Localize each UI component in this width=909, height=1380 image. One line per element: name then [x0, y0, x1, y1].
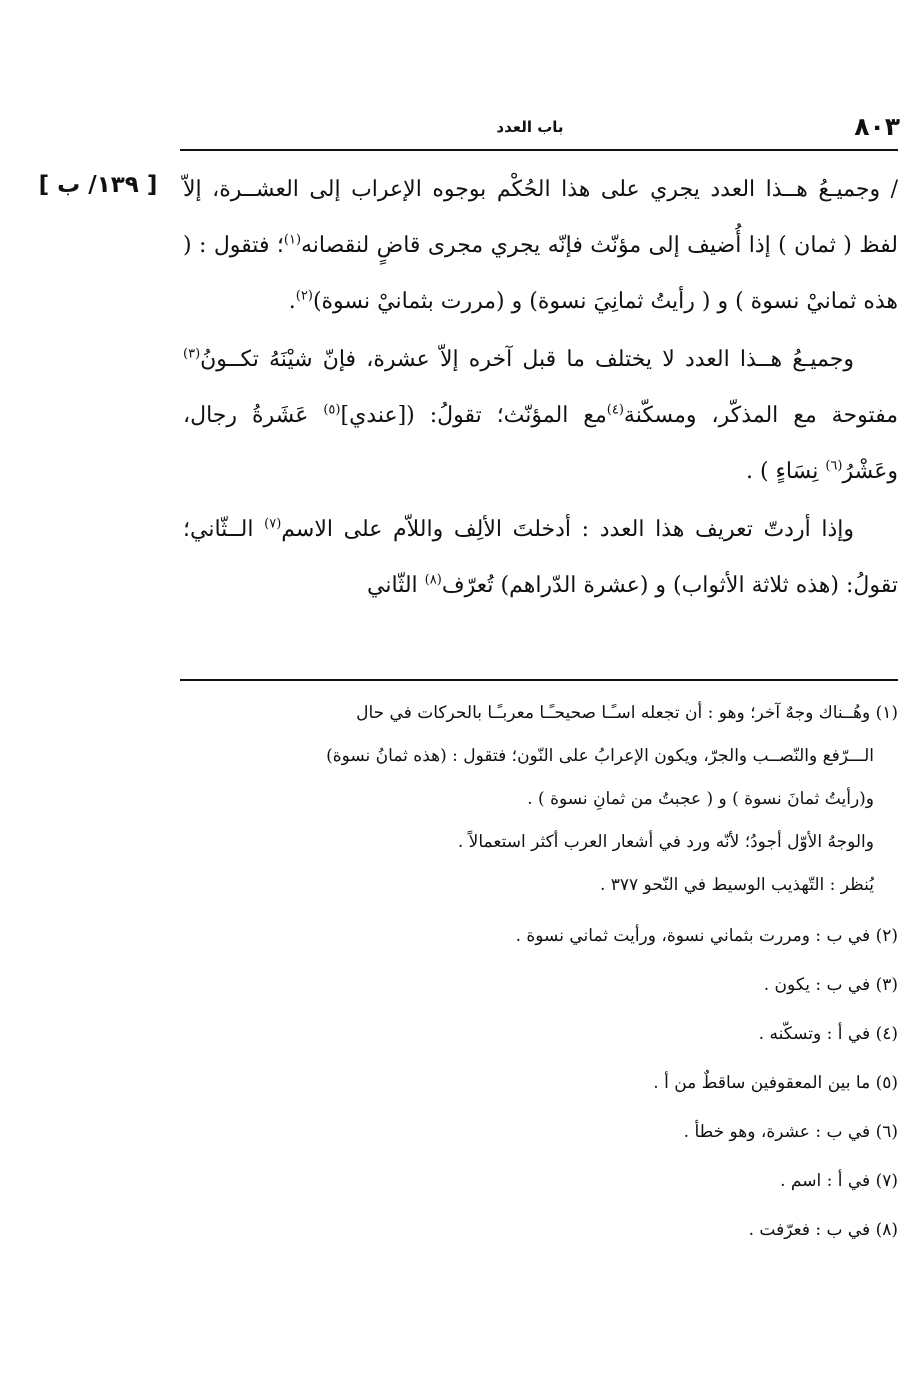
paragraph-1 [183, 162, 898, 330]
footnote-marker-7: (٧) [264, 516, 282, 532]
paragraph-1-text-b: ؛ فتقول : ( هذه ثمانيْ نسوة ) و ( رأيتُ ثمانِيَ نسوة) و (مررت بثمانيْ نسوة) [183, 233, 898, 314]
paragraph-3-text-a: وإذا أردتّ تعريف هذا العدد : أدخلتَ الألِف واللاّم على الاسم [281, 517, 854, 542]
footnote-5: (٥) ما بين المعقوفين ساقطٌ من أ . [653, 1073, 898, 1093]
footnote-marker-5: (٥) [323, 402, 341, 418]
footnote-divider [180, 679, 898, 681]
page-header [180, 112, 900, 148]
footnote-marker-8: (٨) [424, 572, 442, 588]
paragraph-2-text-e: نِسَاءٍ ) . [745, 459, 826, 484]
manuscript-folio-reference: [ ١٣٩/ ب ] [38, 172, 158, 198]
paragraph-3-text-c: الثّاني [367, 573, 425, 598]
footnotes [183, 692, 898, 1250]
paragraph-1-text-c: . [288, 289, 296, 314]
footnote-1-reference: يُنظر : التّهذيب الوسيط في النّحو ٣٧٧ . [599, 875, 874, 895]
footnote-7: (٧) في أ : اسم . [780, 1171, 898, 1191]
paragraph-2-text-b: مفتوحة مع المذكّر، ومسكّنة [623, 403, 898, 428]
footnote-marker-1: (١) [283, 232, 302, 248]
footnote-1: (١) وهُــناك وجهٌ آخر؛ وهو : أن تجعله اسـًـا صحيحـًـا معربـًـا بالحركات في حال [356, 703, 898, 723]
footnote-marker-2: (٢) [295, 288, 313, 304]
footnote-marker-4: (٤) [606, 402, 624, 418]
paragraph-2-text-a: وجميـعُ هــذا العدد لا يختلف ما قبل آخره إلاّ عشرة، فإنّ شيْنَهُ تكــونُ [200, 347, 854, 372]
footnote-1-continuation: و(رأيتُ ثمانَ نسوة ) و ( عجبتُ من ثمانِ نسوة ) . [527, 789, 874, 809]
paragraph-3-text-b: الــثّاني؛ تقولُ: (هذه ثلاثة الأثواب) و (عشرة الدّراهم) تُعرّف [183, 517, 898, 598]
paragraph-2 [183, 332, 898, 500]
footnote-1-continuation: الـــرّفع والنّصــب والجرّ، ويكون الإعرابُ على النّون؛ فتقول : (هذه ثمانُ نسوة) [326, 746, 874, 766]
paragraph-2-text-c: مع المؤنّث؛ تقولُ: ([عندي] [340, 403, 607, 428]
header-divider [180, 149, 898, 151]
footnote-3: (٣) في ب : يكون . [763, 975, 898, 995]
chapter-title: باب العدد [496, 118, 564, 136]
footnote-1-continuation: والوجهُ الأوّل أجودُ؛ لأنّه ورد في أشعار العرب أكثر استعمالاً . [457, 832, 874, 852]
paragraph-3 [183, 502, 898, 614]
footnote-marker-6: (٦) [825, 458, 843, 474]
footnote-6: (٦) في ب : عشرة، وهو خطأ . [683, 1122, 898, 1142]
paragraph-2-text-d: عَشَرةُ رجال، وعَشْرُ [183, 403, 898, 484]
footnote-8: (٨) في ب : فعرّفت . [748, 1220, 898, 1240]
footnote-4: (٤) في أ : وتسكّنه . [758, 1024, 898, 1044]
footnote-2: (٢) في ب : ومررت بثماني نسوة، ورأيت ثماني نسوة . [515, 926, 898, 946]
page-number: ٨٠٣ [854, 112, 900, 141]
paragraph-1-text-a: / وجميـعُ هــذا العدد يجري على هذا الحُكْم بوجوه الإعراب إلى العشــرة، إلاّ لفظ ( ثمان ) إذا أُضيف إلى مؤنّث فإنّه يجري مجرى قاضٍ لنقصانه [183, 177, 898, 258]
main-text [183, 162, 898, 614]
footnote-marker-3: (٣) [183, 346, 201, 362]
